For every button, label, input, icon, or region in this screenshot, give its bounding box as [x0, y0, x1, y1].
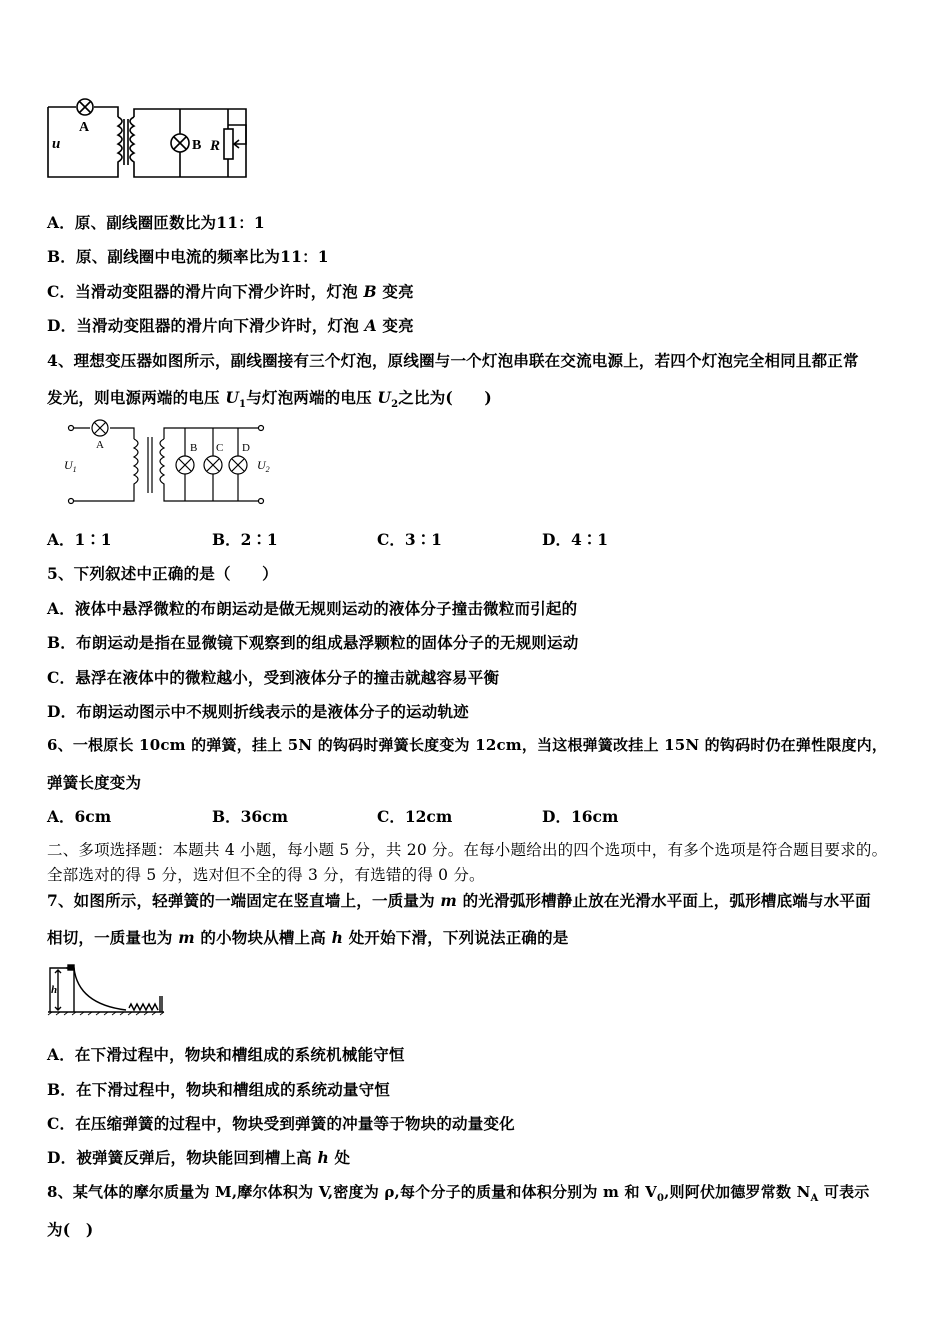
- q5-option-d: D．布朗运动图示中不规则折线表示的是液体分子的运动轨迹: [47, 702, 469, 721]
- q4-stem-a: 发光，则电源两端的电压: [47, 388, 226, 407]
- q7-option-d: [47, 1146, 350, 1168]
- q7-m1: m: [440, 891, 457, 910]
- q4-stem-line2: [47, 386, 492, 410]
- q3-option-d: [47, 314, 414, 336]
- q8-stem-line1: [47, 1181, 869, 1204]
- q8-stem-a: 8、某气体的摩尔质量为 M,摩尔体积为 V,密度为 ρ,每个分子的质量和体积分别为 m 和 V: [47, 1183, 657, 1201]
- q8-stem-line2: 为( ): [47, 1220, 94, 1239]
- q4-u2-sub: 2: [391, 399, 399, 411]
- q7-option-d-tail: 处: [328, 1148, 351, 1167]
- q7-stem-c: 相切，一质量也为: [47, 928, 179, 947]
- q4-fig-u1: $U_1$: [64, 458, 77, 474]
- q4-transformer-figure: [52, 415, 282, 510]
- q7-option-c: C．在压缩弹簧的过程中，物块受到弹簧的冲量等于物块的动量变化: [47, 1114, 515, 1133]
- q3-option-c-tail: 变亮: [382, 282, 414, 301]
- q4-fig-a: A: [96, 439, 104, 451]
- q8-stem-b: ,则阿伏加德罗常数 N: [664, 1183, 811, 1201]
- q3-option-d-text: D．当滑动变阻器的滑片向下滑少许时，灯泡: [47, 316, 359, 335]
- q3-option-d-var: A: [364, 316, 377, 335]
- q6-option-b: B．36cm: [212, 807, 289, 826]
- q4-option-c: C．3∶1: [377, 530, 442, 549]
- q4-option-b: B．2∶1: [212, 530, 278, 549]
- q5-option-c: C．悬浮在液体中的微粒越小，受到液体分子的撞击就越容易平衡: [47, 668, 500, 687]
- q8-v0-sub: 0: [656, 1193, 665, 1204]
- q4-stem-c: 之比为( ): [398, 388, 492, 407]
- q4-stem-b: 与灯泡两端的电压: [246, 388, 378, 407]
- q7-stem-line1: [47, 889, 871, 911]
- q4-u1: U: [225, 388, 240, 407]
- q3-voltage-label: u: [52, 136, 61, 152]
- q3-circuit-figure: [40, 95, 270, 185]
- q3-resistor-label: R: [210, 138, 221, 154]
- q5-option-b: B．布朗运动是指在显微镜下观察到的组成悬浮颗粒的固体分子的无规则运动: [47, 633, 579, 652]
- q6-option-a: A．6cm: [47, 807, 112, 826]
- q3-option-a: A．原、副线圈匝数比为11：1: [47, 213, 265, 232]
- q7-stem-a: 7、如图所示，轻弹簧的一端固定在竖直墙上，一质量为: [47, 891, 441, 910]
- q7-option-a: A．在下滑过程中，物块和槽组成的系统机械能守恒: [47, 1045, 405, 1064]
- q4-fig-d: D: [242, 442, 250, 454]
- q7-h: h: [331, 928, 344, 947]
- q7-fig-h: h: [51, 984, 58, 996]
- q3-option-d-tail: 变亮: [382, 316, 414, 335]
- q7-m2: m: [178, 928, 195, 947]
- q8-stem-c: 可表示: [818, 1183, 870, 1201]
- q7-stem-d: 的小物块从槽上高: [194, 928, 332, 947]
- q7-stem-e: 处开始下滑，下列说法正确的是: [343, 928, 569, 947]
- q3-lamp-a-label: A: [79, 120, 90, 135]
- q3-option-b: B．原、副线圈中电流的频率比为11：1: [47, 247, 329, 266]
- q7-stem-b: 的光滑弧形槽静止放在光滑水平面上，弧形槽底端与水平面: [457, 891, 871, 910]
- q4-fig-b: B: [190, 442, 198, 454]
- section2-line2: 全部选对的得 5 分，选对但不全的得 3 分，有选错的得 0 分。: [47, 866, 485, 884]
- q4-fig-u2: $U_2$: [257, 458, 270, 474]
- q7-option-d-var: h: [317, 1148, 329, 1167]
- q3-option-c-var: B: [363, 282, 377, 301]
- q4-u1-sub: 1: [239, 399, 247, 411]
- q4-option-d: D．4∶1: [542, 530, 609, 549]
- q6-option-d: D．16cm: [542, 807, 619, 826]
- q3-option-c-text: C．当滑动变阻器的滑片向下滑少许时，灯泡: [47, 282, 358, 301]
- q6-stem-line1: 6、一根原长 10cm 的弹簧，挂上 5N 的钩码时弹簧长度变为 12cm，当这根弹簧改挂上 15N 的钩码时仍在弹性限度内，: [47, 736, 888, 754]
- q4-option-a: A．1∶1: [47, 530, 112, 549]
- q3-option-c: [47, 280, 414, 302]
- q7-stem-line2: [47, 926, 569, 948]
- q7-slope-spring-figure: [44, 960, 169, 1020]
- q7-option-b: B．在下滑过程中，物块和槽组成的系统动量守恒: [47, 1080, 391, 1099]
- q7-option-d-text: D．被弹簧反弹后，物块能回到槽上高: [47, 1148, 318, 1167]
- q6-option-c: C．12cm: [377, 807, 453, 826]
- q5-stem: 5、下列叙述中正确的是（ ）: [47, 564, 278, 583]
- q4-fig-c: C: [216, 442, 224, 454]
- q3-lamp-b-label: B: [192, 138, 202, 153]
- q6-stem-line2: 弹簧长度变为: [47, 773, 142, 792]
- q8-na-sub: A: [810, 1193, 819, 1204]
- section2-line1: 二、多项选择题：本题共 4 小题，每小题 5 分，共 20 分。在每小题给出的四个选项中，有多个选项是符合题目要求的。: [47, 841, 888, 859]
- q4-stem-line1: 4、理想变压器如图所示，副线圈接有三个灯泡，原线圈与一个灯泡串联在交流电源上，若四个灯泡完全相同且都正常: [47, 351, 859, 370]
- q5-option-a: A．液体中悬浮微粒的布朗运动是做无规则运动的液体分子撞击微粒而引起的: [47, 599, 578, 618]
- q4-u2: U: [377, 388, 392, 407]
